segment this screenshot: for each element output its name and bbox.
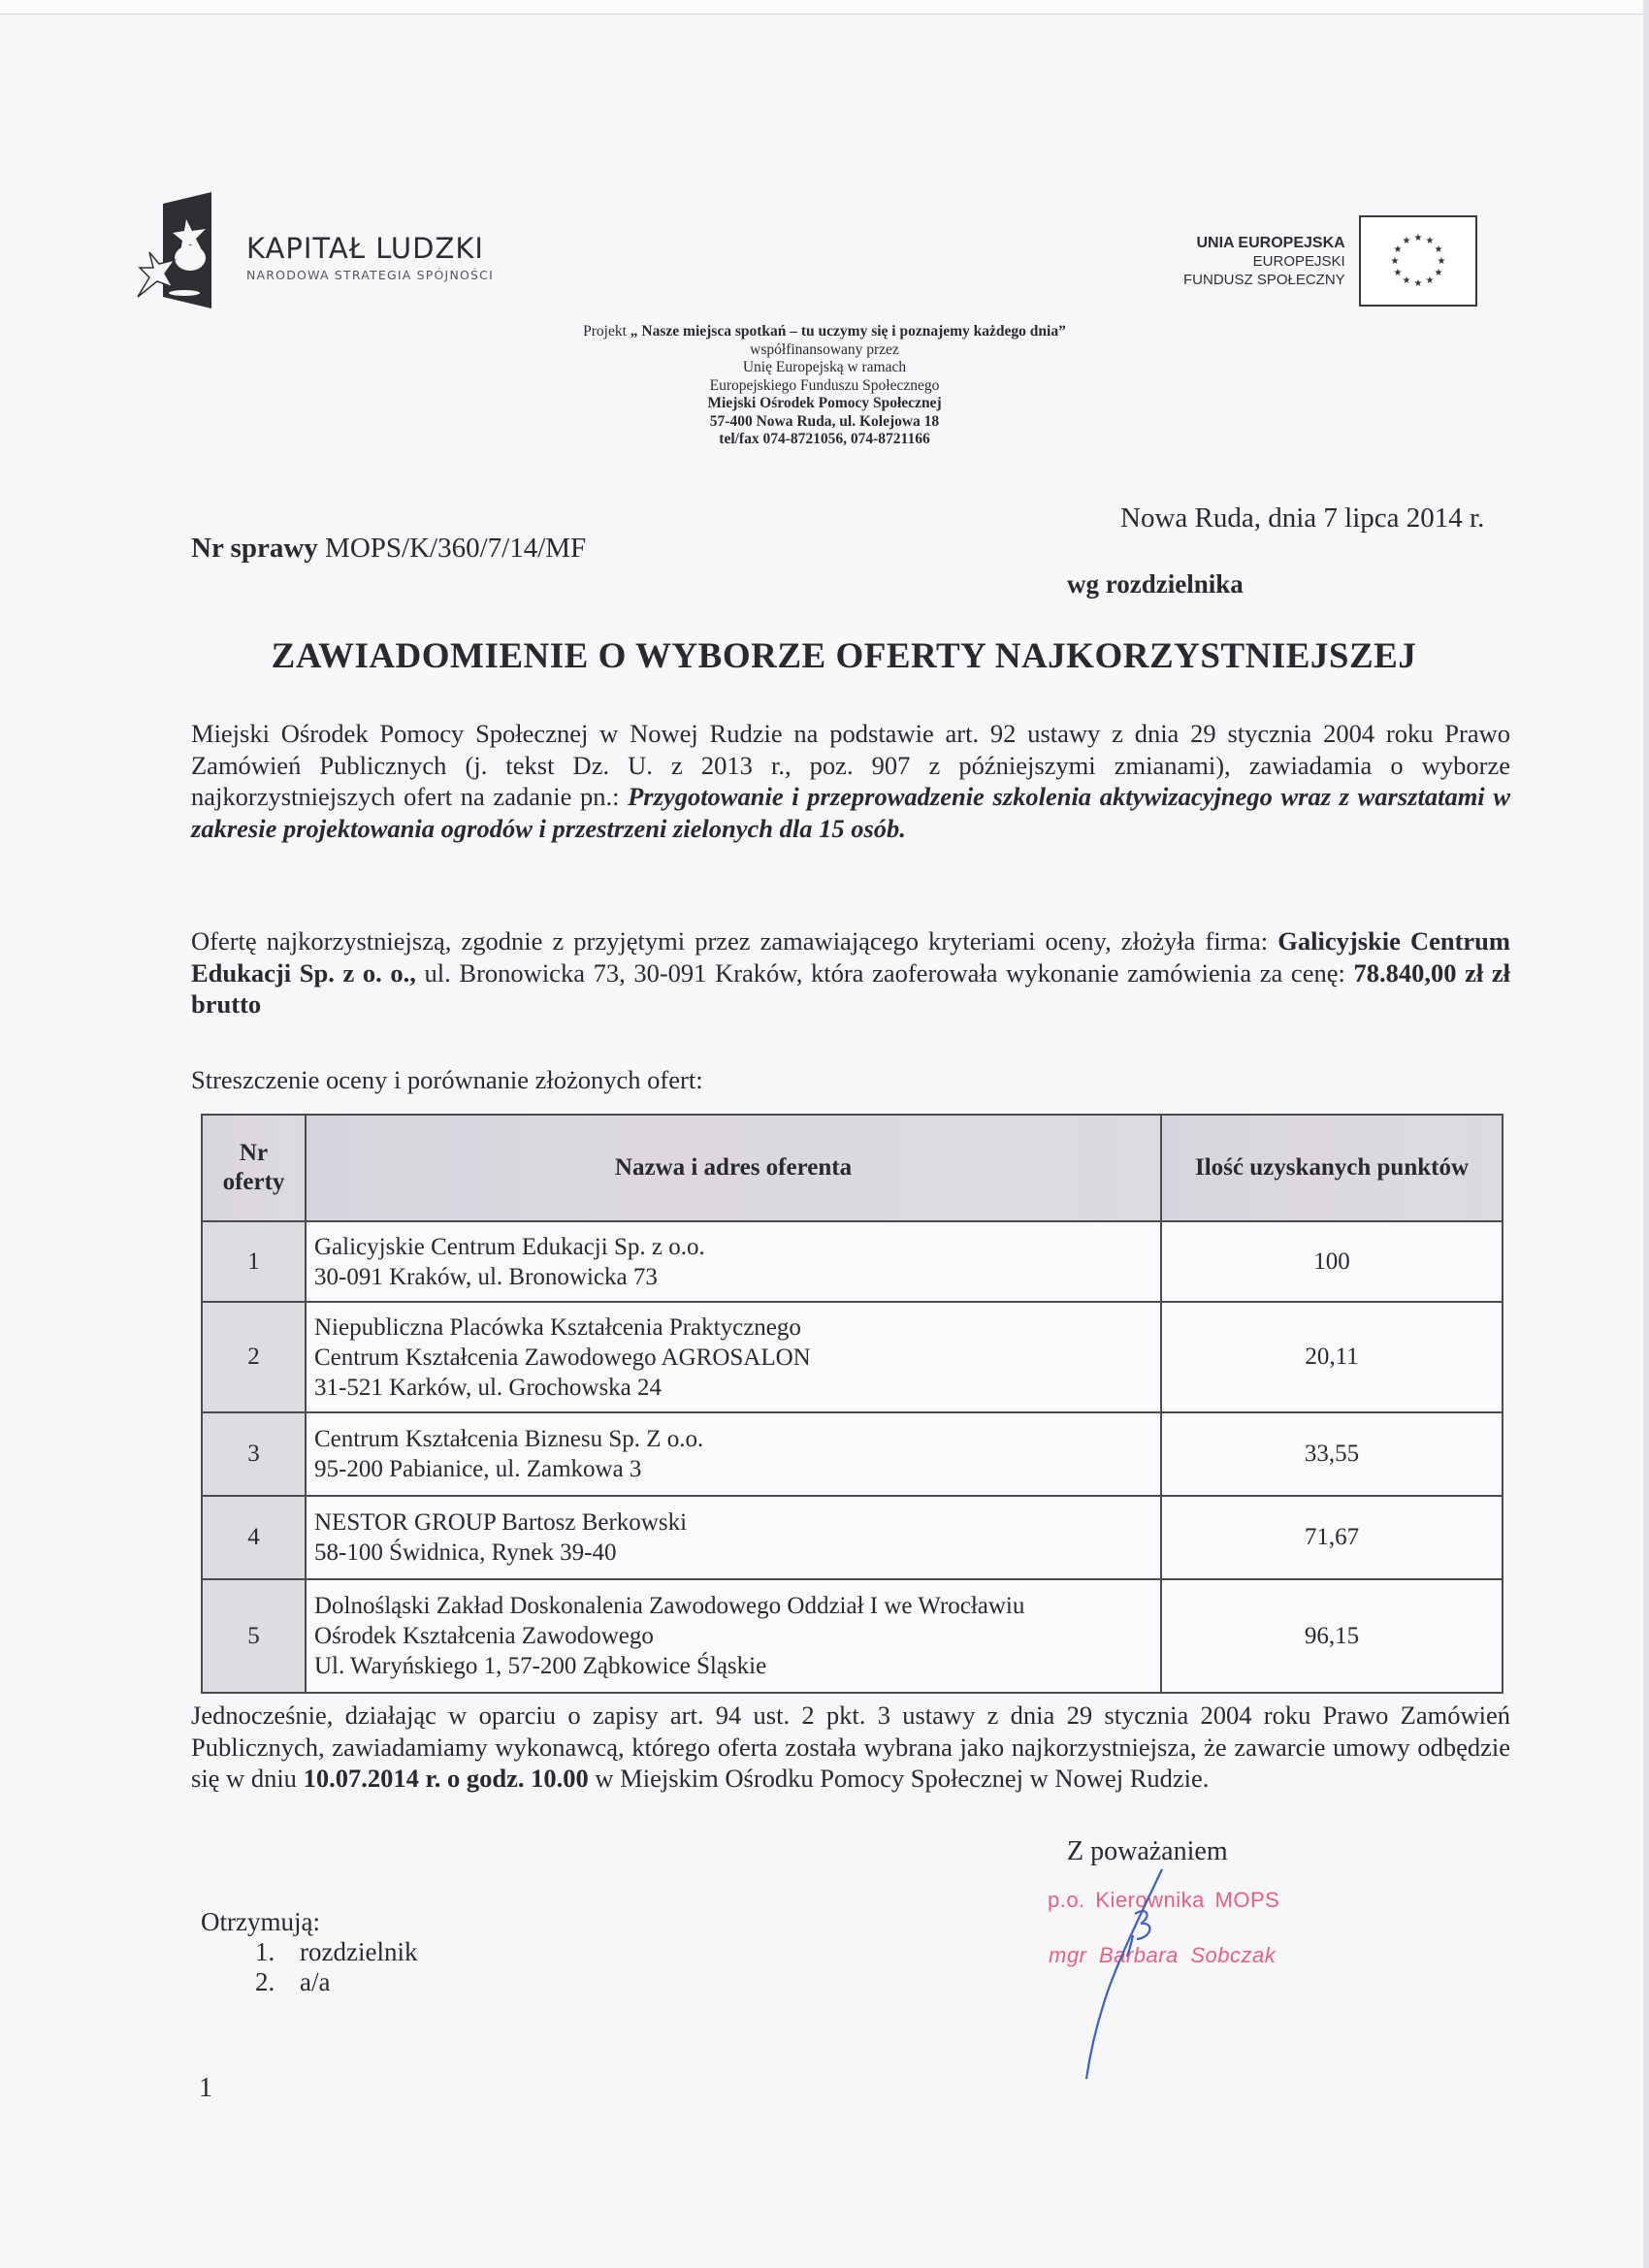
project-line4: Europejskiego Funduszu Społecznego — [709, 376, 940, 394]
header-nr-line2: oferty — [222, 1169, 285, 1195]
svg-text:★: ★ — [1390, 256, 1400, 267]
svg-text:★: ★ — [1402, 275, 1411, 286]
eu-logo — [1183, 215, 1477, 307]
recipients-list — [201, 1907, 417, 1997]
kapital-ludzki-logo — [136, 190, 494, 308]
svg-text:★: ★ — [1425, 236, 1435, 246]
eu-flag-icon — [1359, 215, 1477, 307]
recipient-line: wg rozdzielnika — [1067, 569, 1244, 599]
case-number — [191, 533, 586, 565]
bidder-name-address — [306, 1412, 1161, 1496]
svg-text:★: ★ — [1393, 268, 1403, 278]
bidder-line: NESTOR GROUP Bartosz Berkowski — [314, 1509, 688, 1536]
kapital-ludzki-title: KAPITAŁ LUDZKI — [246, 232, 484, 265]
document-title: ZAWIADOMIENIE O WYBORZE OFERTY NAJKORZYSTNIEJSZEJ — [271, 636, 1417, 676]
winning-price: 78.840,00 zł zł brutto — [191, 957, 1511, 1019]
offers-table — [201, 1114, 1504, 1694]
paragraph-legal-basis-text: Miejski Ośrodek Pomocy Społecznej w Nowej Rudzie na podstawie art. 92 ustawy z dnia 29 stycznia 2004 roku Prawo Zamówień Publicznych (j. tekst Dz. U. z 2013 r., poz. 907 z późniejszymi zmianami), zawiadamia o wyborze najkorzystniejszych ofert na zadanie pn.: — [191, 719, 1510, 811]
contract-text-b: w Miejskim Ośrodku Pomocy Społecznej w Nowej Rudzie. — [588, 1764, 1210, 1793]
table-row — [202, 1496, 1503, 1579]
recipient-text: a/a — [300, 1967, 331, 1996]
table-row — [202, 1579, 1503, 1693]
header-bidder-name: Nazwa i adres oferenta — [306, 1115, 1161, 1221]
recipient-num: 2. — [255, 1967, 275, 1996]
table-row — [202, 1302, 1503, 1412]
winning-company-address: ul. Bronowicka 73, 30-091 Kraków, która zaoferowała wykonanie zamówienia za cenę: — [415, 957, 1354, 988]
page-top-edge — [0, 0, 1649, 15]
bidder-line: Centrum Kształcenia Biznesu Sp. Z o.o. — [314, 1426, 704, 1452]
points: 33,55 — [1161, 1412, 1503, 1496]
task-name: Przygotowanie i przeprowadzenie szkolenia aktywizacyjnego wraz z warsztatami w zakresie projektowania ogrodów i przestrzeni zielonych dla 15 osób. — [191, 782, 1510, 843]
svg-text:★: ★ — [1393, 244, 1403, 255]
project-phone: tel/fax 074-8721056, 074-8721166 — [719, 431, 930, 447]
bidder-name-address — [306, 1579, 1161, 1693]
offer-number: 1 — [202, 1221, 306, 1302]
paragraph-winning-offer — [191, 925, 1510, 1021]
table-caption: Streszczenie oceny i porównanie złożonych ofert: — [191, 1065, 703, 1094]
bidder-line: Galicyjskie Centrum Edukacji Sp. z o.o. — [314, 1233, 705, 1260]
bidder-name-address — [306, 1221, 1161, 1302]
offer-number: 3 — [202, 1412, 306, 1496]
stamp-name: mgr Barbara Sobczak — [1049, 1943, 1277, 1967]
page-right-edge — [1643, 0, 1649, 2268]
winning-company: Galicyjskie Centrum Edukacji Sp. z o. o., — [191, 926, 1510, 988]
bidder-line: 95-200 Pabianice, ul. Zamkowa 3 — [314, 1456, 642, 1482]
bidder-line: 31-521 Karków, ul. Grochowska 24 — [314, 1374, 663, 1401]
recipient-text: rozdzielnik — [300, 1937, 418, 1966]
points: 100 — [1161, 1221, 1503, 1302]
closing-regards: Z poważaniem — [1067, 1836, 1228, 1866]
svg-text:★: ★ — [1437, 256, 1446, 267]
project-info — [388, 323, 1261, 449]
bidder-line: Dolnośląski Zakład Doskonalenia Zawodowego Oddział I we Wrocławiu — [314, 1593, 1025, 1619]
points: 20,11 — [1161, 1302, 1503, 1412]
recipient-num: 1. — [255, 1937, 275, 1966]
paragraph-contract-date — [191, 1700, 1510, 1795]
contract-text-a: Jednocześnie, działając w oparciu o zapisy art. 94 ust. 2 pkt. 3 ustawy z dnia 29 stycznia 2004 roku Prawo Zamówień Publicznych, zawiadamiamy wykonawcą, którego oferta została wybrana jako najkorzystniejsza, że zawarcie umowy odbędzie się w dniu — [191, 1701, 1510, 1793]
svg-text:★: ★ — [1425, 275, 1435, 286]
bidder-line: 30-091 Kraków, ul. Bronowicka 73 — [314, 1263, 658, 1290]
bidder-name-address — [306, 1496, 1161, 1579]
header-nr-line1: Nr — [239, 1140, 269, 1166]
eu-line3: FUNDUSZ SPOŁECZNY — [1183, 271, 1345, 288]
bidder-name-address — [306, 1302, 1161, 1412]
project-name: „ Nasze miejsca spotkań – tu uczymy się i poznajemy każdego dnia” — [630, 323, 1066, 340]
table-row — [202, 1221, 1503, 1302]
offer-number: 5 — [202, 1579, 306, 1693]
case-number-label: Nr sprawy — [191, 533, 318, 564]
kapital-ludzki-stars-icon — [136, 190, 223, 308]
offer-number: 4 — [202, 1496, 306, 1579]
svg-text:★: ★ — [1402, 236, 1411, 246]
recipient-item — [201, 1967, 417, 1997]
bidder-line: Niepubliczna Placówka Kształcenia Praktycznego — [314, 1313, 801, 1341]
winning-offer-intro: Ofertę najkorzystniejszą, zgodnie z przyjętymi przez zamawiającego kryteriami oceny, złożyła firma: — [191, 926, 1278, 956]
bidder-line: Centrum Kształcenia Zawodowego AGROSALON — [314, 1344, 811, 1371]
svg-text:★: ★ — [1413, 233, 1423, 243]
table-row — [202, 1412, 1503, 1496]
header-offer-number — [202, 1115, 306, 1221]
bidder-line: Ul. Waryńskiego 1, 57-200 Ząbkowice Śląskie — [314, 1653, 767, 1679]
project-address: 57-400 Nowa Ruda, ul. Kolejowa 18 — [709, 412, 940, 430]
signature-icon — [1077, 1867, 1193, 2081]
recipient-item — [201, 1937, 417, 1967]
svg-text:★: ★ — [1434, 244, 1443, 255]
kapital-ludzki-subtitle: NARODOWA STRATEGIA SPÓJNOŚCI — [246, 268, 494, 282]
svg-text:★: ★ — [1413, 278, 1423, 289]
points: 96,15 — [1161, 1579, 1503, 1693]
contract-datetime: 10.07.2014 r. o godz. 10.00 — [303, 1764, 589, 1793]
points: 71,67 — [1161, 1496, 1503, 1579]
bidder-line: 58-100 Świdnica, Rynek 39-40 — [314, 1539, 617, 1566]
bidder-line: Ośrodek Kształcenia Zawodowego — [314, 1623, 654, 1649]
offer-number: 2 — [202, 1302, 306, 1412]
eu-title: UNIA EUROPEJSKA — [1196, 234, 1345, 251]
table-header-row — [202, 1115, 1503, 1221]
project-org: Miejski Ośrodek Pomocy Społecznej — [707, 395, 942, 411]
case-number-value: MOPS/K/360/7/14/MF — [317, 533, 587, 564]
header-points: Ilość uzyskanych punktów — [1161, 1115, 1503, 1221]
svg-text:★: ★ — [1434, 268, 1443, 278]
page-number: 1 — [199, 2073, 212, 2103]
recipients-label: Otrzymują: — [201, 1907, 320, 1936]
project-prefix: Projekt — [583, 323, 630, 340]
paragraph-legal-basis — [191, 718, 1510, 844]
eu-line2: EUROPEJSKI — [1252, 252, 1345, 270]
stamp-title: p.o. Kierownika MOPS — [1048, 1888, 1280, 1912]
place-date: Nowa Ruda, dnia 7 lipca 2014 r. — [1120, 502, 1485, 534]
project-line3: Unię Europejską w ramach — [742, 359, 907, 375]
project-line2: współfinansowany przez — [750, 340, 899, 358]
